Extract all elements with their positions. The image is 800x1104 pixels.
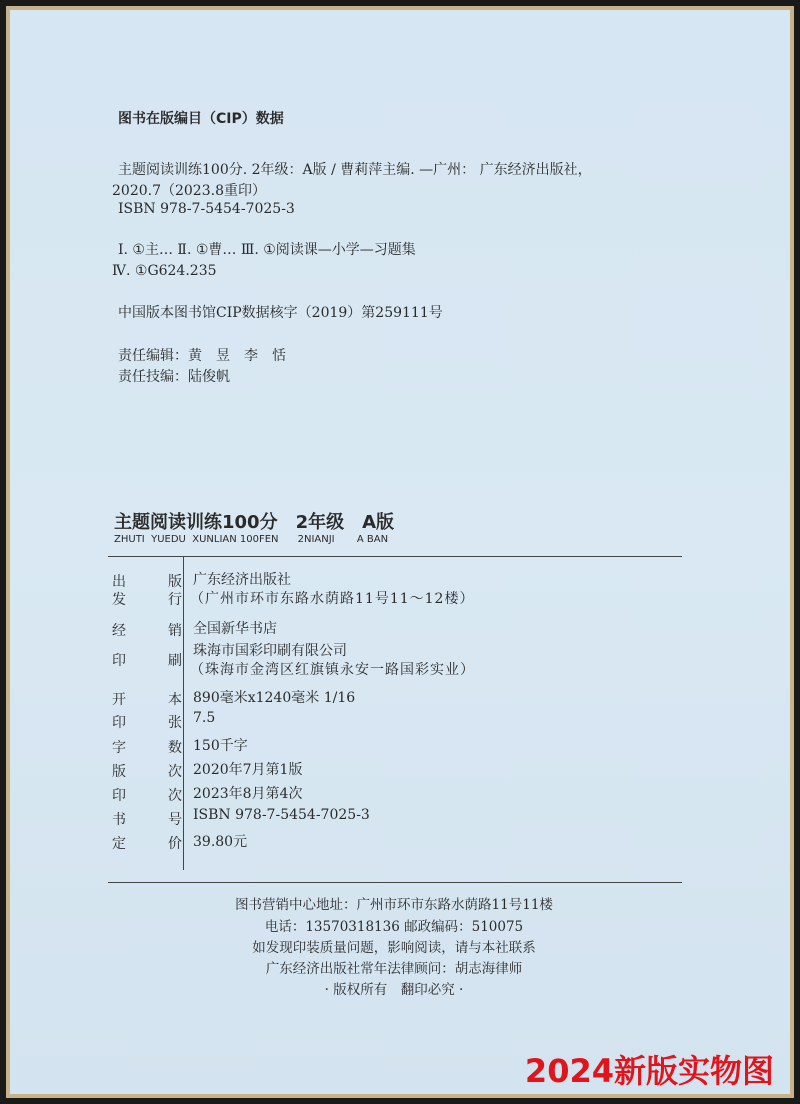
cip-number: 中国版本图书馆CIP数据核字（2019）第259111号 [118, 305, 443, 321]
label-char: 发 [112, 592, 126, 608]
label-char: 出 [112, 574, 126, 590]
label-char: 刷 [168, 653, 182, 669]
label-char: 销 [168, 623, 182, 639]
cip-line: 主题阅读训练100分. 2年级：A版 / 曹莉萍主编. —广州： 广东经济出版社， [118, 162, 592, 178]
label-char: 书 [112, 812, 126, 828]
row-value: 广东经济出版社 [193, 572, 291, 588]
row-value: 150千字 [193, 738, 248, 754]
row-value-detail: （珠海市金湾区红旗镇永安一路国彩实业） [190, 662, 475, 678]
row-label [112, 785, 182, 805]
label-char: 次 [168, 788, 182, 804]
row-label [112, 809, 182, 829]
row-label [112, 650, 182, 670]
editor: 责任编辑：黄 昱 李 恬 [118, 348, 286, 364]
row-value: ISBN 978-7-5454-7025-3 [193, 807, 370, 823]
row-value: 7.5 [193, 710, 216, 726]
row-value: 39.80元 [193, 834, 248, 850]
footer-phone: 电话：13570318136 邮政编码：510075 [264, 919, 524, 935]
row-label [112, 571, 182, 591]
label-char: 价 [168, 836, 182, 852]
row-label [112, 689, 182, 709]
label-char: 字 [112, 740, 126, 756]
book-title: 主题阅读训练100分 2年级 A版 [114, 512, 395, 533]
promo-overlay-label: 2024新版实物图 [524, 1052, 774, 1090]
row-value: 890毫米x1240毫米 1/16 [193, 690, 356, 706]
label-char: 行 [168, 592, 182, 608]
label-char: 定 [112, 836, 126, 852]
cip-isbn: ISBN 978-7-5454-7025-3 [118, 201, 295, 217]
row-label [112, 620, 182, 640]
row-value: 全国新华书店 [193, 621, 277, 637]
footer-rights: · 版权所有 翻印必究 · [324, 982, 464, 998]
row-label [112, 833, 182, 853]
label-char: 经 [112, 623, 126, 639]
label-char: 开 [112, 692, 126, 708]
cip-heading: 图书在版编目（CIP）数据 [118, 111, 284, 127]
row-value: 2020年7月第1版 [193, 762, 303, 778]
row-value: 珠海市国彩印刷有限公司 [193, 643, 347, 659]
divider [108, 882, 682, 883]
label-char: 印 [112, 715, 126, 731]
row-value: 2023年8月第4次 [193, 786, 303, 802]
row-label [112, 589, 182, 609]
label-char: 版 [168, 574, 182, 590]
cip-line: 2020.7（2023.8重印） [112, 183, 266, 199]
tech-editor: 责任技编：陆俊帆 [118, 369, 230, 385]
label-char: 本 [168, 692, 182, 708]
table-divider [183, 557, 184, 870]
label-char: 印 [112, 653, 126, 669]
footer-address: 图书营销中心地址：广州市环市东路水荫路11号11楼 [235, 897, 553, 913]
row-label [112, 737, 182, 757]
cip-classification: Ⅳ. ①G624.235 [112, 263, 217, 279]
label-char: 张 [168, 715, 182, 731]
label-char: 次 [168, 764, 182, 780]
label-char: 印 [112, 788, 126, 804]
book-pinyin: ZHUTI YUEDU XUNLIAN 100FEN 2NIANJI A BAN [114, 534, 389, 545]
footer-lawyer: 广东经济出版社常年法律顾问：胡志海律师 [265, 961, 523, 977]
footer-quality: 如发现印装质量问题，影响阅读，请与本社联系 [252, 940, 536, 956]
divider [108, 556, 682, 557]
label-char: 数 [168, 740, 182, 756]
row-label [112, 712, 182, 732]
label-char: 版 [112, 764, 126, 780]
row-value-detail: （广州市环市东路水荫路11号11～12楼） [190, 591, 475, 607]
row-label [112, 761, 182, 781]
cip-classification: Ⅰ. ①主… Ⅱ. ①曹… Ⅲ. ①阅读课—小学—习题集 [118, 242, 416, 258]
label-char: 号 [168, 812, 182, 828]
